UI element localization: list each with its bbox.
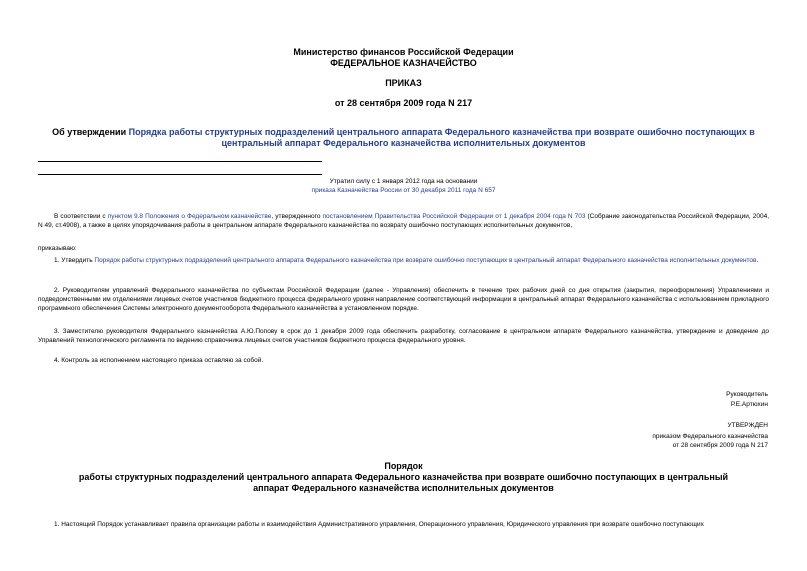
signature-name: Р.Е.Артюхин <box>730 401 768 408</box>
status-link[interactable]: приказа Казначейства России от 30 декабря 2011 года N 657 <box>311 187 496 194</box>
approved-word: УТВЕРЖДЕН <box>727 422 768 429</box>
order-item-1-text: 1. Настоящий Порядок устанавливает правила организации работы и взаимодействия Административного управления, Операционного управления, Юридического управления при возврате ошибочно поступающих <box>54 521 704 528</box>
item-2: 2. Руководителям управлений Федерального казначейства по субъектам Российской Федерации (далее - Управления) обеспечить в течение трех рабочих дней со дня открытия (закрытия, переоформления) Управлениями и подведомственными им отделениями лицевых счетов участников бюджетного процесса федерального уровня направление соответствующей информации в центральный аппарат Федерального казначейства с использованием прикладного программного обеспечения Системы электронного документооборота Федерального казначейства в установленном порядке. <box>38 287 769 312</box>
header-agency: ФЕДЕРАЛЬНОЕ КАЗНАЧЕЙСТВО <box>330 58 477 68</box>
item-1 <box>38 256 769 265</box>
preamble-paragraph <box>38 212 769 230</box>
signature-role: Руководитель <box>726 391 768 398</box>
approved-line-1: приказом Федерального казначейства <box>652 433 768 440</box>
preamble-text-1: В соответствии с <box>54 213 108 220</box>
status-link-line <box>0 186 807 195</box>
title-prefix: Об утверждении <box>52 127 129 137</box>
preamble-link-1[interactable]: пунктом 9.8 Положения о Федеральном казначействе <box>107 213 272 220</box>
item-1-prefix: 1. Утвердить <box>54 257 95 264</box>
preamble-text-2: , утвержденного <box>271 213 323 220</box>
header-ministry: Министерство финансов Российской Федерации <box>293 47 514 57</box>
status-line: Утратил силу с 1 января 2012 года на основании <box>329 178 478 185</box>
divider-2 <box>38 174 322 175</box>
approved-line-2: от 28 сентября 2009 года N 217 <box>672 442 768 449</box>
item-1-suffix: . <box>756 257 759 264</box>
divider-1 <box>38 161 322 162</box>
document-title <box>40 127 767 149</box>
header-date-number: от 28 сентября 2009 года N 217 <box>334 98 473 108</box>
preamble-link-2[interactable]: постановлением Правительства Российской Федерации от 1 декабря 2004 года N 703 <box>322 213 586 220</box>
section-title: Порядок <box>384 461 423 471</box>
section-subtitle: работы структурных подразделений центрального аппарата Федерального казначейства при возврате ошибочно поступающих в центральный аппарат Федерального казначейства исполнительных документов <box>78 472 729 493</box>
item-1-link[interactable]: Порядок работы структурных подразделений центрального аппарата Федерального казначейства при возврате ошибочно поступающих в центральный аппарат Федерального казначейства исполнительных документов <box>94 257 757 264</box>
title-link[interactable]: Порядка работы структурных подразделений центрального аппарата Федерального казначейства при возврате ошибочно поступающих в центральный аппарат Федерального казначейства исполнительных документов <box>128 127 755 148</box>
item-3: 3. Заместителю руководителя Федерального казначейства А.Ю.Попову в срок до 1 декабря 2009 года обеспечить разработку, согласование в центральном аппарате Федерального казначейства, утверждение и доведение до Управлений технологического регламента по ведению справочника лицевых счетов участников бюджетного процесса федерального уровня. <box>38 328 769 344</box>
item-4: 4. Контроль за исполнением настоящего приказа оставляю за собой. <box>54 357 264 364</box>
order-word: приказываю: <box>38 245 77 252</box>
header-doc-type: ПРИКАЗ <box>385 78 422 88</box>
preamble-text-3: (Собрание законодательства Российской Федерации, 2004, N 49, ст.4908), а также в целях упорядочивания работы в центральном аппарате Федерального казначейства по возврату ошибочно поступающих исполнительных документов, <box>38 213 769 229</box>
